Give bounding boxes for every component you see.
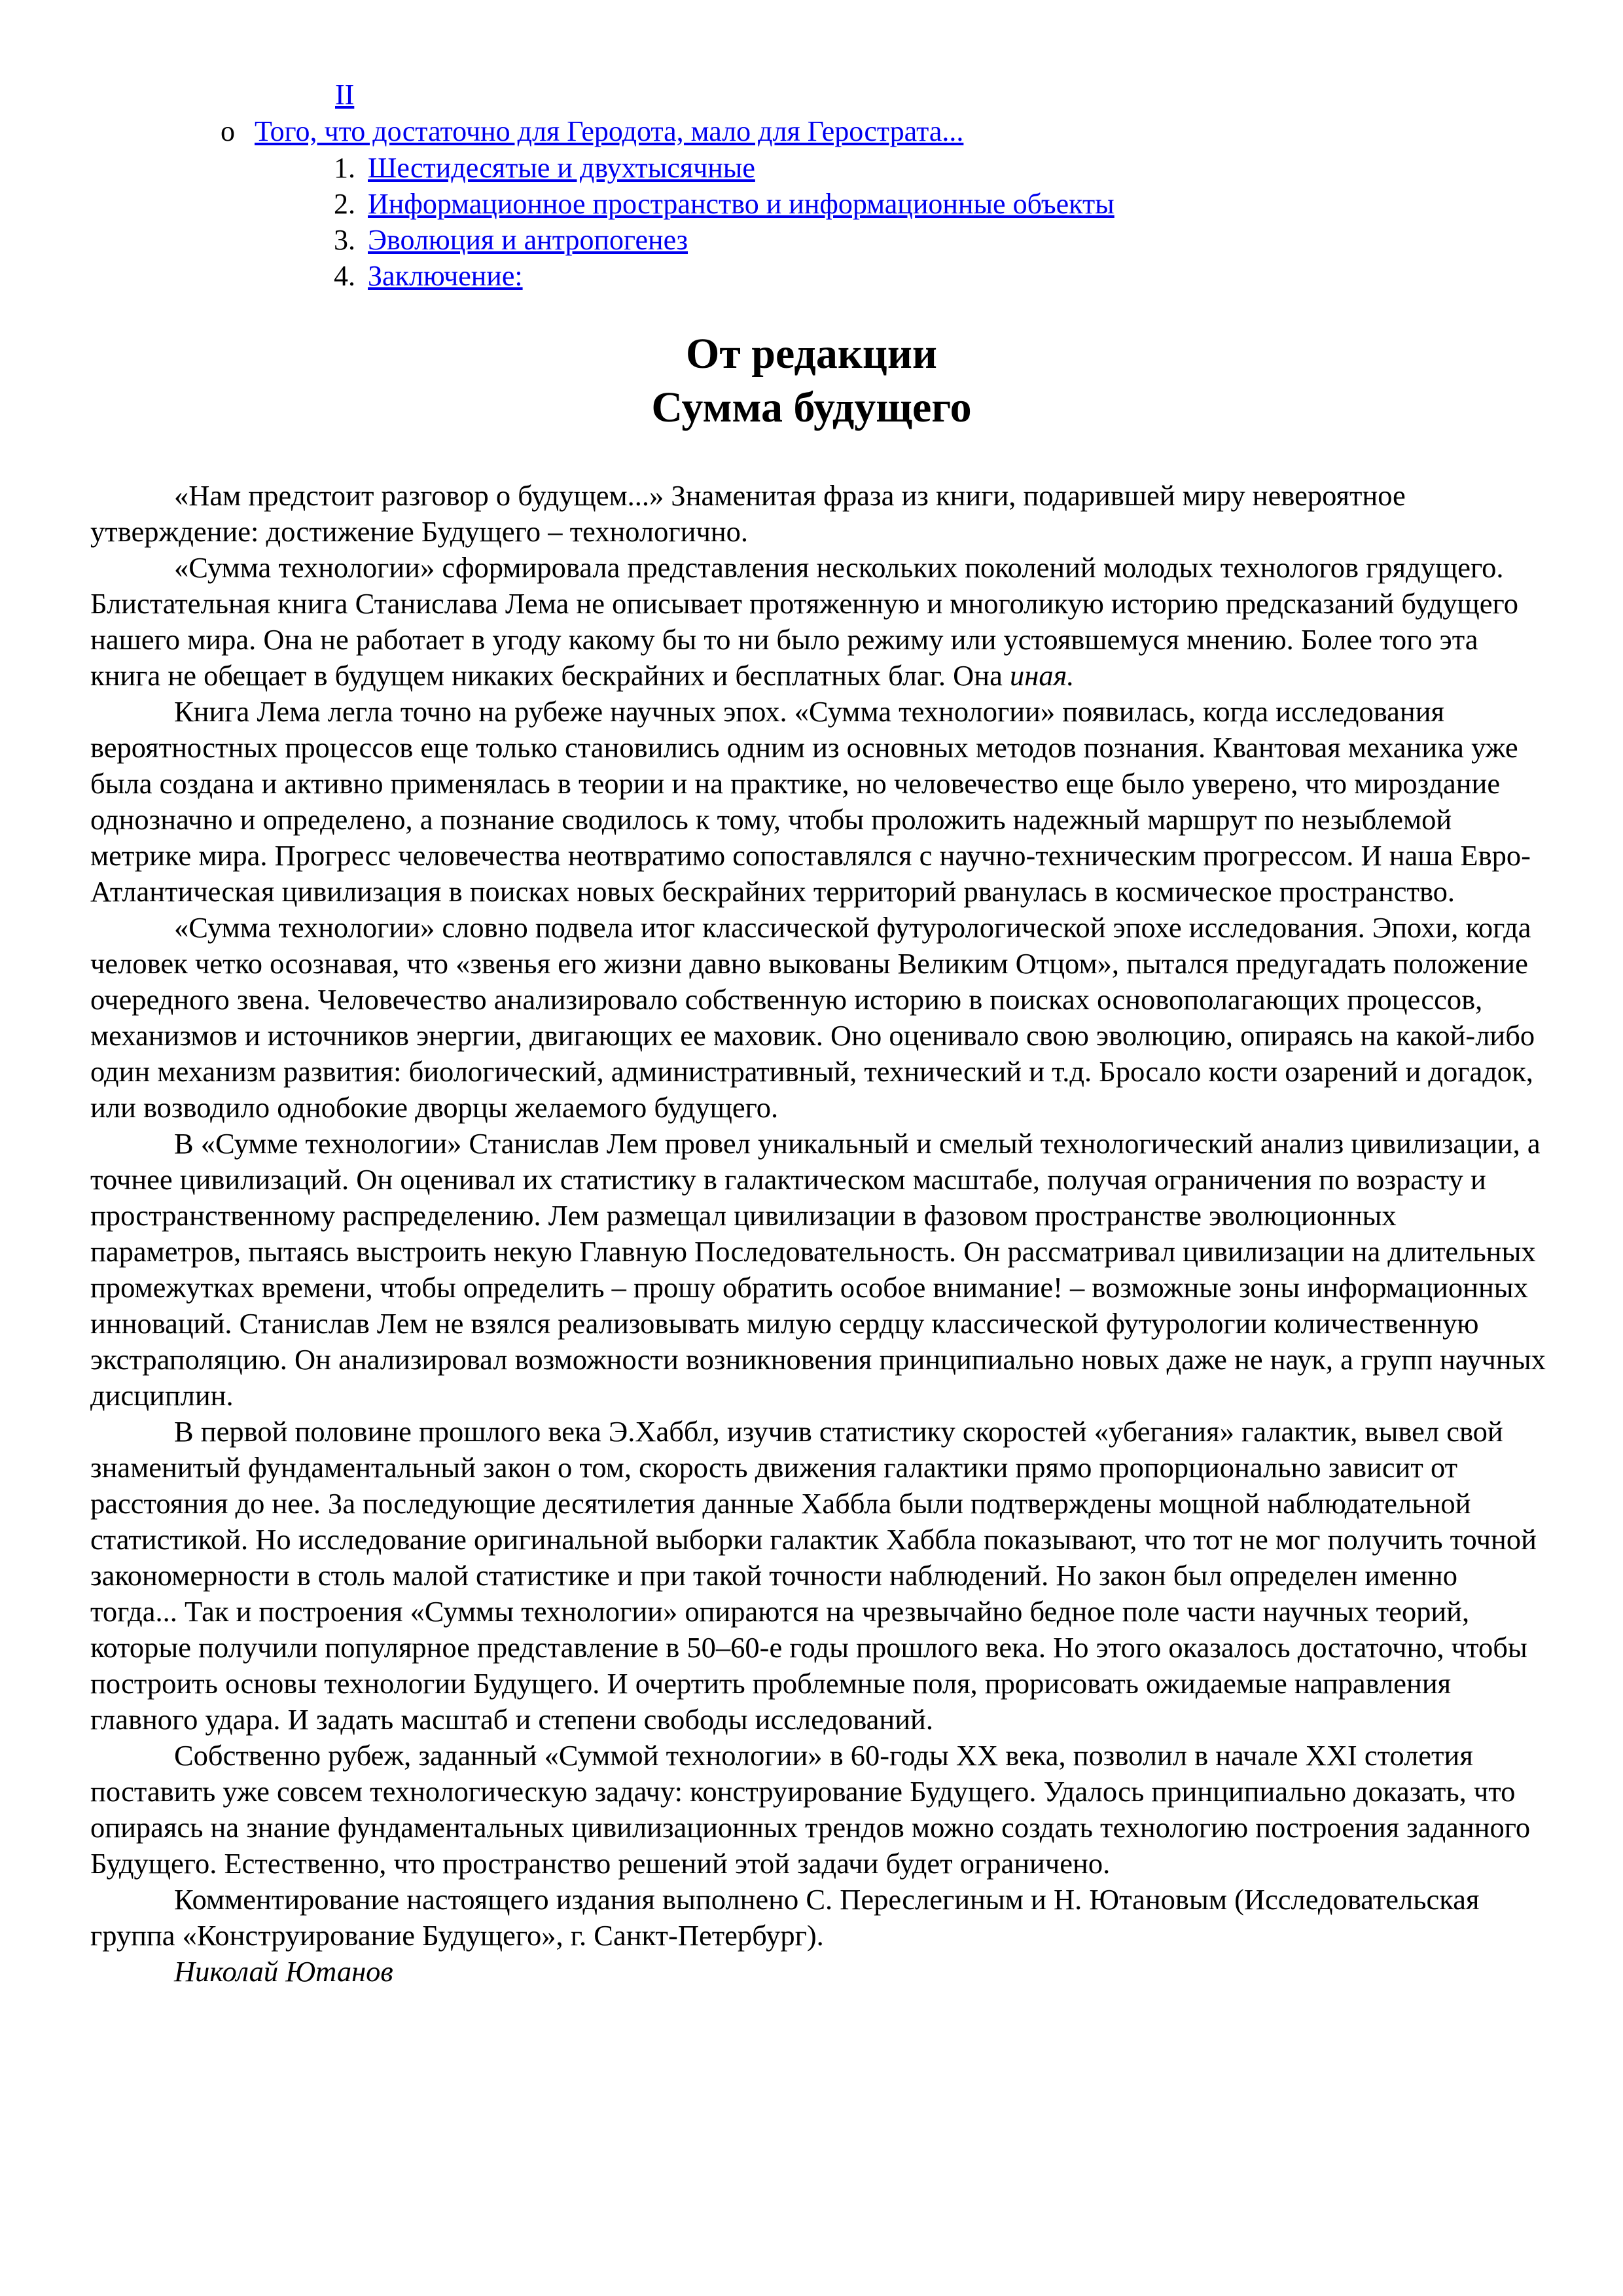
toc-item-number: 2. <box>334 188 355 220</box>
toc-item-number: 3. <box>334 224 355 256</box>
paragraph: Комментирование настоящего издания выполнено С. Переслегиным и Н. Ютановым (Исследовательская группа «Конструирование Будущего», г. Санкт-Петербург). <box>90 1883 1480 1952</box>
toc-item-number: 1. <box>334 152 355 184</box>
toc-link-information-space[interactable]: Информационное пространство и информационные объекты <box>368 188 1115 220</box>
author-signature: Николай Ютанов <box>174 1955 393 1988</box>
toc-link-evolution[interactable]: Эволюция и антропогенез <box>368 224 688 256</box>
toc-bullet-icon: o <box>221 115 235 147</box>
article-heading <box>0 327 1623 435</box>
toc-item-number: 4. <box>334 260 355 292</box>
article-body <box>90 478 1546 1990</box>
paragraph: В «Сумме технологии» Станислав Лем провел уникальный и смелый технологический анализ цивилизации, а точнее цивилизаций. Он оценивал их статистику в галактическом масштабе, получая ограничения по возрасту и пространственному распределению. Лем размещал цивилизации в фазовом пространстве эволюционных параметров, пытаясь выстроить некую Главную Последовательность. Он рассматривал цивилизации на длительных промежутках времени, чтобы определить – прошу обратить особое внимание! – возможные зоны информационных инноваций. Станислав Лем не взялся реализовывать милую сердцу классической футурологии количественную экстраполяцию. Он анализировал возможности возникновения принципиально новых даже не наук, а групп научных дисциплин. <box>90 1127 1546 1412</box>
paragraph-text: «Сумма технологии» сформировала представления нескольких поколений молодых технологов грядущего. Блистательная книга Станислава Лема не описывает протяженную и многоликую историю предсказаний будущего нашего мира. Она не работает в угоду какому бы то ни было режиму или устоявшемуся мнению. Более того эта книга не обещает в будущем никаких бескрайних и бесплатных благ. Она <box>90 551 1518 692</box>
toc-link-section[interactable]: Того, что достаточно для Геродота, мало для Герострата... <box>255 115 964 147</box>
toc-section-row <box>221 113 963 149</box>
toc-link-sixties[interactable]: Шестидесятые и двухтысячные <box>368 152 755 184</box>
paragraph: Книга Лема легла точно на рубеже научных эпох. «Сумма технологии» появилась, когда исследования вероятностных процессов еще только становились одним из основных методов познания. Квантовая механика уже была создана и активно применялась в теории и на практике, но человечество еще было уверено, что мироздание однозначно и определено, а познание сводилось к тому, чтобы проложить надежный маршрут по незыблемой метрике мира. Прогресс человечества неотвратимо сопоставлялся с научно-техническим прогрессом. И наша Евро-Атлантическая цивилизация в поисках новых бескрайних территорий рванулась в космическое пространство. <box>90 695 1531 908</box>
toc-link-conclusion[interactable]: Заключение: <box>368 260 523 292</box>
paragraph: «Сумма технологии» словно подвела итог классической футурологической эпохе исследования. Эпохи, когда человек четко осознавая, что «звенья его жизни давно выкованы Великим Отцом», пытался предугадать положение очередного звена. Человечество анализировало собственную историю в поисках основополагающих процессов, механизмов и источников энергии, двигающих ее маховик. Оно оценивало свою эволюцию, опираясь на какой-либо один механизм развития: биологический, административный, технический и т.д. Бросало кости озарений и догадок, или возводило однобокие дворцы желаемого будущего. <box>90 911 1535 1124</box>
paragraph <box>90 550 1546 694</box>
paragraph: Собственно рубеж, заданный «Суммой технологии» в 60-годы XX века, позволил в начале XXI столетия поставить уже совсем технологическую задачу: конструирование Будущего. Удалось принципиально доказать, что опираясь на знание фундаментальных цивилизационных трендов можно создать технологию построения заданного Будущего. Естественно, что пространство решений этой задачи будет ограничено. <box>90 1739 1531 1880</box>
heading-title: Сумма будущего <box>651 384 972 431</box>
heading-editorial: От редакции <box>686 330 937 378</box>
paragraph: «Нам предстоит разговор о будущем...» Знаменитая фраза из книги, подарившей миру невероятное утверждение: достижение Будущего – технологично. <box>90 479 1406 548</box>
italic-word: иная. <box>1010 659 1075 692</box>
paragraph: В первой половине прошлого века Э.Хаббл, изучив статистику скоростей «убегания» галактик, вывел свой знаменитый фундаментальный закон о том, скорость движения галактики прямо пропорционально зависит от расстояния до нее. За последующие десятилетия данные Хаббла были подтверждены мощной наблюдательной статистикой. Но исследование оригинальной выборки галактик Хаббла показывают, что тот не мог получить точной закономерности в столь малой статистике и при такой точности наблюдений. Но закон был определен именно тогда... Так и построения «Суммы технологии» опираются на чрезвычайно бедное поле части научных теорий, которые получили популярное представление в 50–60-е годы прошлого века. Но этого оказалось достаточно, чтобы построить основы технологии Будущего. И очертить проблемные поля, прорисовать ожидаемые направления главного удара. И задать масштаб и степени свободы исследований. <box>90 1415 1537 1736</box>
toc-link-part-ii[interactable]: II <box>335 79 355 111</box>
